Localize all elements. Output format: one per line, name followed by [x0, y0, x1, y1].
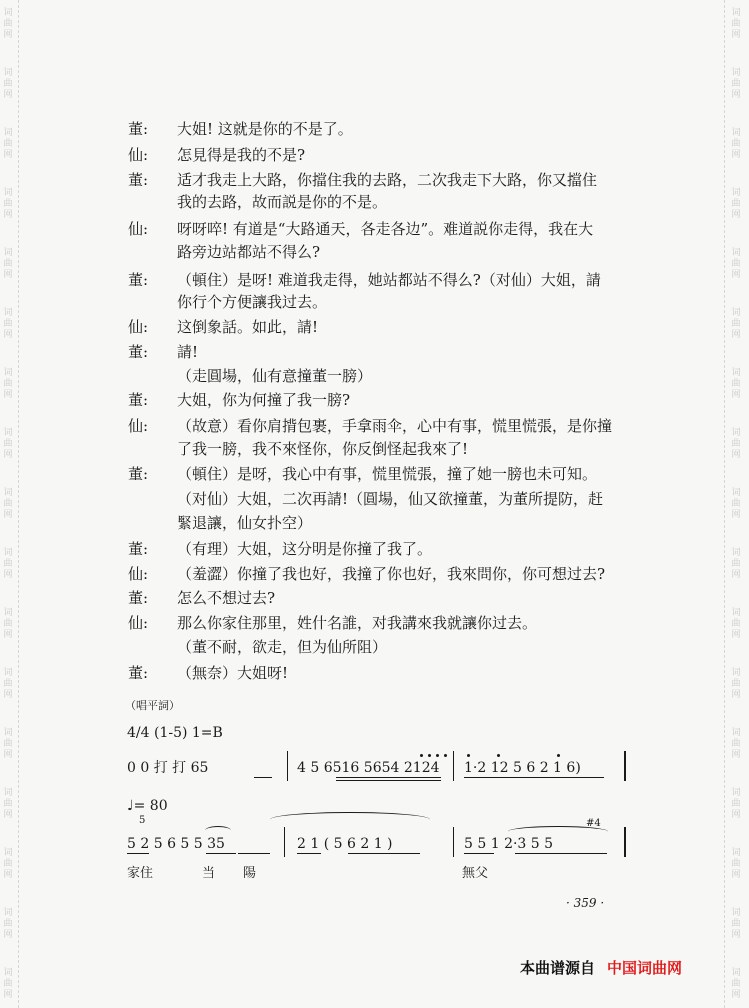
- tempo-mark: ♩= 80: [127, 798, 168, 814]
- underline-mark: [464, 853, 494, 854]
- speaker-label: [128, 240, 170, 264]
- slur: [270, 812, 430, 827]
- dialogue-text: 了我一膀，我不來怪你，你反倒怪起我來了!: [177, 440, 469, 458]
- accidental-mark: #4: [586, 818, 601, 829]
- underline-mark: [515, 853, 607, 854]
- speaker-label: 仙:: [128, 614, 149, 632]
- speaker-label: [128, 437, 170, 461]
- speaker-label: 仙:: [128, 220, 149, 238]
- octave-dot: [420, 754, 423, 757]
- source-site: 中国词曲网: [607, 959, 683, 977]
- source-credit: [520, 957, 682, 979]
- stage-direction: （走圓場，仙有意撞董一膀）: [177, 367, 373, 385]
- watermark-mark: 词 曲 网: [731, 248, 741, 280]
- watermark-left: [0, 0, 16, 1008]
- watermark-mark: 词 曲 网: [731, 68, 741, 100]
- watermark-mark: 词 曲 网: [731, 128, 741, 160]
- watermark-mark: 词 曲 网: [731, 608, 741, 640]
- speaker-label: [128, 511, 170, 535]
- watermark-left-rule: [18, 0, 19, 1008]
- speaker-label: 董:: [128, 465, 149, 483]
- watermark-mark: 词 曲 网: [731, 968, 741, 1000]
- measure-6: 5 5 1 2·3 5 5: [464, 836, 554, 852]
- watermark-mark: 词 曲 网: [731, 368, 741, 400]
- lyric: 無父: [462, 866, 489, 881]
- lyric: 陽: [243, 866, 257, 881]
- octave-dot: [557, 754, 560, 757]
- watermark-mark: 词 曲 网: [3, 788, 13, 820]
- watermark-mark: 词 曲 网: [3, 68, 13, 100]
- speaker-label: [128, 487, 170, 511]
- underline-mark: [297, 853, 321, 854]
- dialogue-text: （頓住）是呀，我心中有事，慌里慌張，撞了她一膀也未可知。: [177, 465, 598, 483]
- watermark-mark: 词 曲 网: [731, 548, 741, 580]
- stage-direction: 緊退讓，仙女扑空）: [177, 514, 313, 532]
- speaker-label: 董:: [128, 391, 149, 409]
- lyric: 当: [202, 866, 216, 881]
- watermark-mark: 词 曲 网: [731, 308, 741, 340]
- barline: [287, 751, 288, 781]
- watermark-mark: 词 曲 网: [3, 848, 13, 880]
- key-signature: 4/4 (1-5) 1=B: [127, 725, 223, 741]
- speaker-label: 仙:: [128, 565, 149, 583]
- watermark-mark: 词 曲 网: [731, 428, 741, 460]
- speaker-label: 董:: [128, 171, 149, 189]
- watermark-right: [728, 0, 744, 1008]
- watermark-mark: 词 曲 网: [3, 188, 13, 220]
- watermark-mark: 词 曲 网: [3, 728, 13, 760]
- dialogue-text: 那么你家住那里，姓什名誰，对我講來我就讓你过去。: [177, 614, 538, 632]
- dialogue-text: 路旁边站都站不得么?: [177, 243, 321, 261]
- watermark-mark: 词 曲 网: [3, 128, 13, 160]
- watermark-mark: 词 曲 网: [3, 308, 13, 340]
- speaker-label: 董:: [128, 664, 149, 682]
- measure-1: 0 0 打 打 65: [127, 760, 209, 776]
- dialogue-text: 我的去路，故而説是你的不是。: [177, 193, 388, 211]
- watermark-mark: 词 曲 网: [3, 248, 13, 280]
- dialogue-text: （故意）看你肩揹包裹，手拿雨伞，心中有事，慌里慌張，是你撞: [177, 417, 613, 435]
- watermark-mark: 词 曲 网: [731, 188, 741, 220]
- barline: [453, 751, 454, 781]
- watermark-mark: 词 曲 网: [3, 8, 13, 40]
- watermark-mark: 词 曲 网: [731, 488, 741, 520]
- watermark-mark: 词 曲 网: [3, 608, 13, 640]
- watermark-right-rule: [724, 0, 725, 1008]
- barline: [284, 827, 285, 857]
- dialogue-text: 适才我走上大路，你擋住我的去路，二次我走下大路，你又擋住: [177, 171, 598, 189]
- speaker-label: 仙:: [128, 146, 149, 164]
- dialogue-text: （無奈）大姐呀!: [177, 664, 289, 682]
- speaker-label: [128, 290, 170, 314]
- watermark-mark: 词 曲 网: [731, 848, 741, 880]
- speaker-label: 董:: [128, 271, 149, 289]
- dialogue-text: 請!: [177, 343, 199, 361]
- watermark-mark: 词 曲 网: [3, 968, 13, 1000]
- dialogue-text: 怎么不想过去?: [177, 589, 276, 607]
- watermark-mark: 词 曲 网: [3, 368, 13, 400]
- underline-mark: [348, 853, 420, 854]
- watermark-mark: 词 曲 网: [3, 548, 13, 580]
- dialogue-text: 怎見得是我的不是?: [177, 146, 306, 164]
- measure-5: 2 1 ( 5 6 2 1 ): [297, 836, 393, 852]
- barline: [453, 827, 454, 857]
- stage-direction: （董不耐，欲走，但为仙所阻）: [177, 638, 388, 656]
- speaker-label: 董:: [128, 540, 149, 558]
- watermark-mark: 词 曲 网: [731, 668, 741, 700]
- speaker-label: 董:: [128, 120, 149, 138]
- speaker-label: 董:: [128, 589, 149, 607]
- barline-end: [624, 827, 626, 857]
- source-prefix: 本曲谱源自: [520, 959, 596, 977]
- watermark-mark: 词 曲 网: [731, 8, 741, 40]
- lyric: 家住: [127, 866, 154, 881]
- dialogue-text: 大姐! 这就是你的不是了。: [177, 120, 353, 138]
- underline-mark: [336, 777, 441, 778]
- dialogue-text: 你行个方便讓我过去。: [177, 293, 328, 311]
- measure-2: 4 5 6516 5654 2124: [297, 760, 440, 776]
- underline-mark: [206, 853, 236, 854]
- page-number: · 359 ·: [566, 896, 605, 910]
- watermark-mark: 词 曲 网: [3, 428, 13, 460]
- watermark-mark: 词 曲 网: [731, 908, 741, 940]
- speaker-label: [128, 190, 170, 214]
- measure-4: 5 2 5 6 5 5 35: [127, 836, 225, 852]
- watermark-mark: 词 曲 网: [3, 488, 13, 520]
- octave-dot: [467, 754, 470, 757]
- underline-mark: [336, 780, 441, 781]
- grace-note: 5: [139, 815, 146, 826]
- dialogue-text: （对仙）大姐，二次再請!（圓場，仙又欲撞董，为董所提防，赶: [177, 490, 604, 508]
- watermark-mark: 词 曲 网: [3, 668, 13, 700]
- barline-end: [624, 751, 626, 781]
- underline-mark: [254, 777, 272, 778]
- dialogue-text: （頓住）是呀! 难道我走得，她站都站不得么?（对仙）大姐，請: [177, 271, 601, 289]
- speaker-label: [128, 364, 170, 388]
- octave-dot: [497, 754, 500, 757]
- octave-dot: [444, 754, 447, 757]
- speaker-label: [128, 635, 170, 659]
- dialogue-text: （羞澀）你撞了我也好，我撞了你也好，我來問你，你可想过去?: [177, 565, 606, 583]
- watermark-mark: 词 曲 网: [731, 728, 741, 760]
- measure-3: 1·2 12 5 6 2 1 6): [464, 760, 581, 776]
- underline-mark: [464, 777, 604, 778]
- underline-mark: [127, 853, 149, 854]
- speaker-label: 仙:: [128, 318, 149, 336]
- dialogue-text: 这倒象話。如此，請!: [177, 318, 319, 336]
- watermark-mark: 词 曲 网: [3, 908, 13, 940]
- section-label: （唱平詞）: [125, 699, 180, 712]
- dialogue-text: 大姐，你为何撞了我一膀?: [177, 391, 351, 409]
- dialogue-text: （有理）大姐，这分明是你撞了我了。: [177, 540, 433, 558]
- underline-mark: [238, 853, 270, 854]
- octave-dot: [428, 754, 431, 757]
- slur: [205, 826, 231, 835]
- octave-dot: [436, 754, 439, 757]
- dialogue-text: 呀呀啐! 有道是“大路通天，各走各边”。难道説你走得，我在大: [177, 220, 594, 238]
- speaker-label: 董:: [128, 343, 149, 361]
- watermark-mark: 词 曲 网: [731, 788, 741, 820]
- speaker-label: 仙:: [128, 417, 149, 435]
